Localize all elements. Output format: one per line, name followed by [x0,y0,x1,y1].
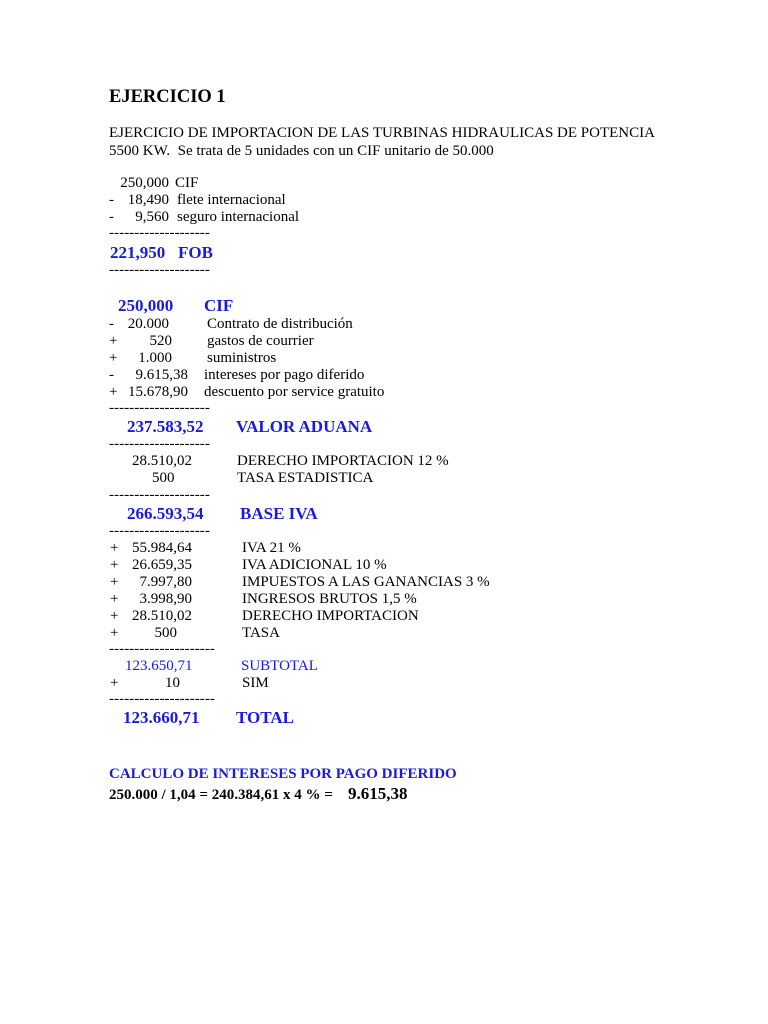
total-value: 123.660,71 [123,708,200,727]
sim-sign: + [110,675,119,691]
aduana-head-value: 250,000 [118,296,174,315]
subtotal-label: SUBTOTAL [241,658,318,674]
fob-result-label: FOB [178,243,213,262]
aduana-row-1-sign: + [109,333,118,349]
aduana-row-1-value: 520 [149,333,172,349]
aduana-row-0-sign: - [109,316,114,332]
separator: --------------------- [109,691,215,707]
page-title: EJERCICIO 1 [109,87,226,107]
fob-row-1-value: 18,490 [127,192,169,208]
base-iva-row-1-value: 500 [152,470,175,486]
aduana-result-value: 237.583,52 [127,417,204,436]
base-iva-result-label: BASE IVA [240,504,318,523]
total-row-1-label: IVA ADICIONAL 10 % [242,557,387,573]
separator: -------------------- [109,523,210,539]
separator: -------------------- [109,225,210,241]
total-row-3-value: 3.998,90 [139,591,192,607]
aduana-row-4-sign: + [109,384,118,400]
fob-row-2-sign: - [109,209,114,225]
total-row-2-label: IMPUESTOS A LAS GANANCIAS 3 % [242,574,490,590]
aduana-result-label: VALOR ADUANA [236,417,373,436]
fob-row-0-value: 250,000 [120,175,169,191]
total-row-5-value: 500 [154,625,177,641]
interest-heading: CALCULO DE INTERESES POR PAGO DIFERIDO [109,766,457,782]
base-iva-row-0-label: DERECHO IMPORTACION 12 % [237,453,449,469]
total-row-4-label: DERECHO IMPORTACION [242,608,419,624]
fob-result-value: 221,950 [110,243,166,262]
total-row-2-value: 7.997,80 [139,574,192,590]
interest-result: 9.615,38 [348,784,408,803]
total-row-4-sign: + [110,608,119,624]
aduana-row-3-label: intereses por pago diferido [204,367,365,383]
base-iva-row-0-value: 28.510,02 [132,453,192,469]
aduana-row-2-label: suministros [207,350,277,366]
aduana-row-3-value: 9.615,38 [135,367,188,383]
aduana-row-3-sign: - [109,367,114,383]
total-row-1-sign: + [110,557,119,573]
interest-formula: 250.000 / 1,04 = 240.384,61 x 4 % = [109,787,333,803]
separator: --------------------- [109,641,215,657]
total-row-0-sign: + [110,540,119,556]
fob-row-2-label: seguro internacional [177,209,300,225]
statement-line-1: EJERCICIO DE IMPORTACION DE LAS TURBINAS HIDRAULICAS DE POTENCIA [109,125,655,141]
total-label: TOTAL [236,708,294,727]
separator: -------------------- [109,487,210,503]
total-row-0-label: IVA 21 % [242,540,301,556]
separator: -------------------- [109,262,210,278]
aduana-row-1-label: gastos de courrier [207,333,314,349]
total-row-0-value: 55.984,64 [132,540,192,556]
aduana-row-0-value: 20.000 [127,316,169,332]
statement-line-2: 5500 KW. Se trata de 5 unidades con un CIF unitario de 50.000 [109,143,494,159]
fob-row-1-sign: - [109,192,114,208]
sim-label: SIM [242,675,269,691]
total-row-5-label: TASA [242,625,280,641]
aduana-row-2-value: 1.000 [138,350,172,366]
aduana-row-4-value: 15.678,90 [128,384,188,400]
sim-value: 10 [165,675,180,691]
fob-row-2-value: 9,560 [135,209,169,225]
separator: -------------------- [109,400,210,416]
fob-row-0-label: CIF [175,175,199,191]
total-row-1-value: 26.659,35 [132,557,192,573]
total-row-3-label: INGRESOS BRUTOS 1,5 % [242,591,417,607]
total-row-3-sign: + [110,591,119,607]
aduana-row-0-label: Contrato de distribución [207,316,353,332]
total-row-4-value: 28.510,02 [132,608,192,624]
fob-row-1-label: flete internacional [177,192,286,208]
separator: -------------------- [109,436,210,452]
total-row-2-sign: + [110,574,119,590]
aduana-head-label: CIF [204,296,234,315]
aduana-row-4-label: descuento por service gratuito [204,384,385,400]
aduana-row-2-sign: + [109,350,118,366]
total-row-5-sign: + [110,625,119,641]
base-iva-row-1-label: TASA ESTADISTICA [237,470,374,486]
base-iva-result-value: 266.593,54 [127,504,204,523]
subtotal-value: 123.650,71 [125,658,193,674]
